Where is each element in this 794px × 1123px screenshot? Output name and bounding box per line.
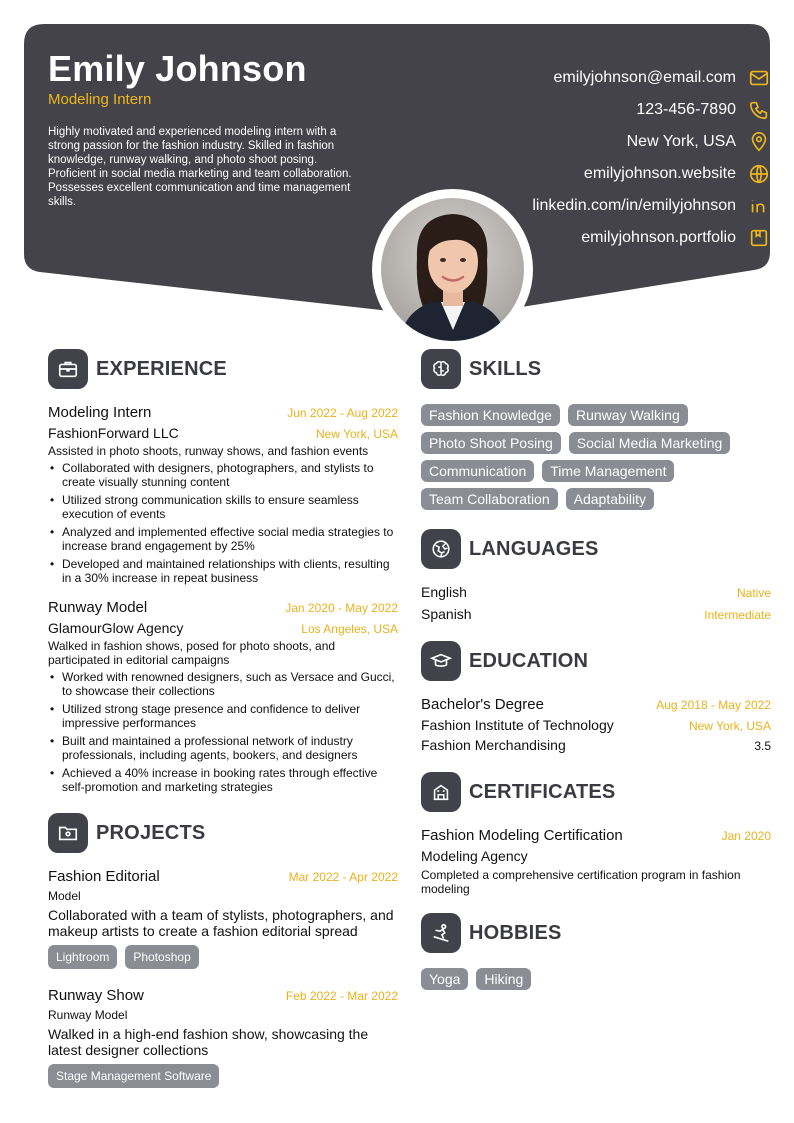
project-tag: Stage Management Software (48, 1064, 219, 1088)
folder-icon (48, 813, 88, 853)
hobbies-title: HOBBIES (469, 921, 562, 944)
hobbies-list (421, 968, 771, 990)
project-tag: Photoshop (125, 945, 198, 969)
contact-website-text[interactable]: emilyjohnson.website (583, 165, 736, 182)
project-title: Fashion Editorial (48, 868, 160, 885)
envelope-icon (748, 67, 770, 89)
graduation-cap-icon (421, 641, 461, 681)
skill-tag: Adaptability (566, 488, 654, 510)
brain-icon (421, 349, 461, 389)
phone-icon (748, 99, 770, 121)
linkedin-icon (748, 195, 770, 217)
job-bullets (48, 670, 398, 794)
building-icon (421, 772, 461, 812)
job-title: Modeling Intern (48, 404, 152, 421)
job-description: Assisted in photo shoots, runway shows, and fashion events (48, 444, 369, 458)
field-of-study: Fashion Merchandising (421, 737, 566, 753)
profile-photo (381, 198, 524, 341)
school-location: New York, USA (688, 719, 771, 733)
contact-email[interactable] (470, 62, 770, 94)
job-bullet: • Utilized strong communication skills to ensure seamless execution of events (48, 493, 398, 521)
language-item (421, 584, 771, 600)
certificate-issuer: Modeling Agency (421, 848, 528, 864)
contact-location-text: New York, USA (626, 133, 736, 150)
project-tag: Lightroom (48, 945, 117, 969)
certificates-header (421, 771, 771, 813)
candidate-role: Modeling Intern (48, 91, 152, 108)
skills-title: SKILLS (469, 357, 542, 380)
project-tags (48, 1064, 398, 1088)
briefcase-icon (48, 349, 88, 389)
projects-header (48, 812, 398, 854)
summary-text: Highly motivated and experienced modeling intern with a strong passion for the fashion industry. Skilled in fashion knowledge, runway walking, and photo shoot posing. Proficient in social media marketing and team collaboration. Possesses excellent communication and time management skills. (48, 126, 352, 208)
portfolio-icon (748, 227, 770, 249)
language-level: Intermediate (704, 608, 771, 622)
skill-tag: Runway Walking (568, 404, 688, 426)
left-column (48, 348, 398, 1088)
skill-tag: Team Collaboration (421, 488, 558, 510)
job-bullet: • Achieved a 40% increase in booking rates through effective self-promotion and marketing strategies (48, 766, 398, 794)
contact-location (470, 126, 770, 158)
job-bullet: • Collaborated with designers, photographers, and stylists to create visually stunning content (48, 461, 398, 489)
language-level: Native (736, 586, 771, 600)
skill-tag: Fashion Knowledge (421, 404, 560, 426)
hobby-tag: Yoga (421, 968, 468, 990)
project-description: Walked in a high-end fashion show, showcasing the latest designer collections (48, 1026, 369, 1058)
education-item (421, 696, 771, 753)
language-icon (421, 529, 461, 569)
project-description: Collaborated with a team of stylists, photographers, and makeup artists to create a fashion editorial spread (48, 907, 394, 939)
project-role: Model (48, 889, 81, 903)
school-name: Fashion Institute of Technology (421, 717, 614, 733)
project-role: Runway Model (48, 1008, 128, 1022)
certificate-item (421, 827, 771, 896)
language-name: English (421, 584, 467, 600)
skill-tag: Social Media Marketing (569, 432, 731, 454)
skiing-icon (421, 913, 461, 953)
globe-icon (748, 163, 770, 185)
job-title: Runway Model (48, 599, 148, 616)
language-name: Spanish (421, 606, 472, 622)
job-description: Walked in fashion shows, posed for photo shoots, and participated in editorial campaigns (48, 639, 336, 667)
project-tags (48, 945, 398, 969)
languages-list (421, 584, 771, 622)
gpa: 3.5 (754, 739, 771, 753)
languages-title: LANGUAGES (469, 537, 599, 560)
skill-tag: Communication (421, 460, 534, 482)
skill-tag: Photo Shoot Posing (421, 432, 561, 454)
skill-tag: Time Management (542, 460, 674, 482)
education-header (421, 640, 771, 682)
job-bullet: • Developed and maintained relationships with clients, resulting in a 30% increase in repeat business (48, 557, 398, 585)
contact-linkedin[interactable] (470, 190, 770, 222)
languages-header (421, 528, 771, 570)
job-location: Los Angeles, USA (301, 622, 398, 636)
certificate-title: Fashion Modeling Certification (421, 827, 623, 844)
job-bullet: • Utilized strong stage presence and confidence to deliver impressive performances (48, 702, 398, 730)
project-date: Feb 2022 - Mar 2022 (285, 989, 398, 1003)
project-item (48, 868, 398, 969)
certificates-title: CERTIFICATES (469, 780, 616, 803)
contact-portfolio-text[interactable]: emilyjohnson.portfolio (581, 229, 736, 246)
job-company: GlamourGlow Agency (48, 620, 184, 636)
job-bullets (48, 461, 398, 585)
skills-list (421, 404, 771, 510)
project-date: Mar 2022 - Apr 2022 (288, 870, 398, 884)
project-title: Runway Show (48, 987, 144, 1004)
job-bullet: • Built and maintained a professional network of industry professionals, including agents, bookers, and designers (48, 734, 398, 762)
hobby-tag: Hiking (476, 968, 531, 990)
skills-header (421, 348, 771, 390)
candidate-name: Emily Johnson (48, 48, 307, 89)
hobbies-header (421, 912, 771, 954)
experience-item (48, 404, 398, 585)
education-title: EDUCATION (469, 649, 589, 672)
education-date: Aug 2018 - May 2022 (656, 698, 771, 712)
degree: Bachelor's Degree (421, 696, 544, 713)
certificate-description: Completed a comprehensive certification program in fashion modeling (421, 868, 741, 896)
experience-header (48, 348, 398, 390)
language-item (421, 606, 771, 622)
job-bullet: • Worked with renowned designers, such as Versace and Gucci, to showcase their collections (48, 670, 398, 698)
contact-phone[interactable] (470, 94, 770, 126)
job-date: Jan 2020 - May 2022 (285, 601, 398, 615)
contact-phone-text[interactable]: 123-456-7890 (636, 101, 736, 118)
experience-title: EXPERIENCE (96, 357, 227, 380)
projects-title: PROJECTS (96, 821, 206, 844)
project-item (48, 987, 398, 1088)
contact-linkedin-text[interactable]: linkedin.com/in/emilyjohnson (532, 197, 736, 214)
contact-website[interactable] (470, 158, 770, 190)
location-pin-icon (748, 131, 770, 153)
certificate-date: Jan 2020 (721, 829, 771, 843)
right-column (421, 348, 771, 990)
job-company: FashionForward LLC (48, 425, 179, 441)
profile-photo-frame (372, 189, 533, 350)
job-location: New York, USA (315, 427, 398, 441)
contact-email-text[interactable]: emilyjohnson@email.com (553, 69, 736, 86)
experience-item (48, 599, 398, 794)
job-date: Jun 2022 - Aug 2022 (287, 406, 398, 420)
job-bullet: • Analyzed and implemented effective social media strategies to increase brand engagement by 25% (48, 525, 398, 553)
